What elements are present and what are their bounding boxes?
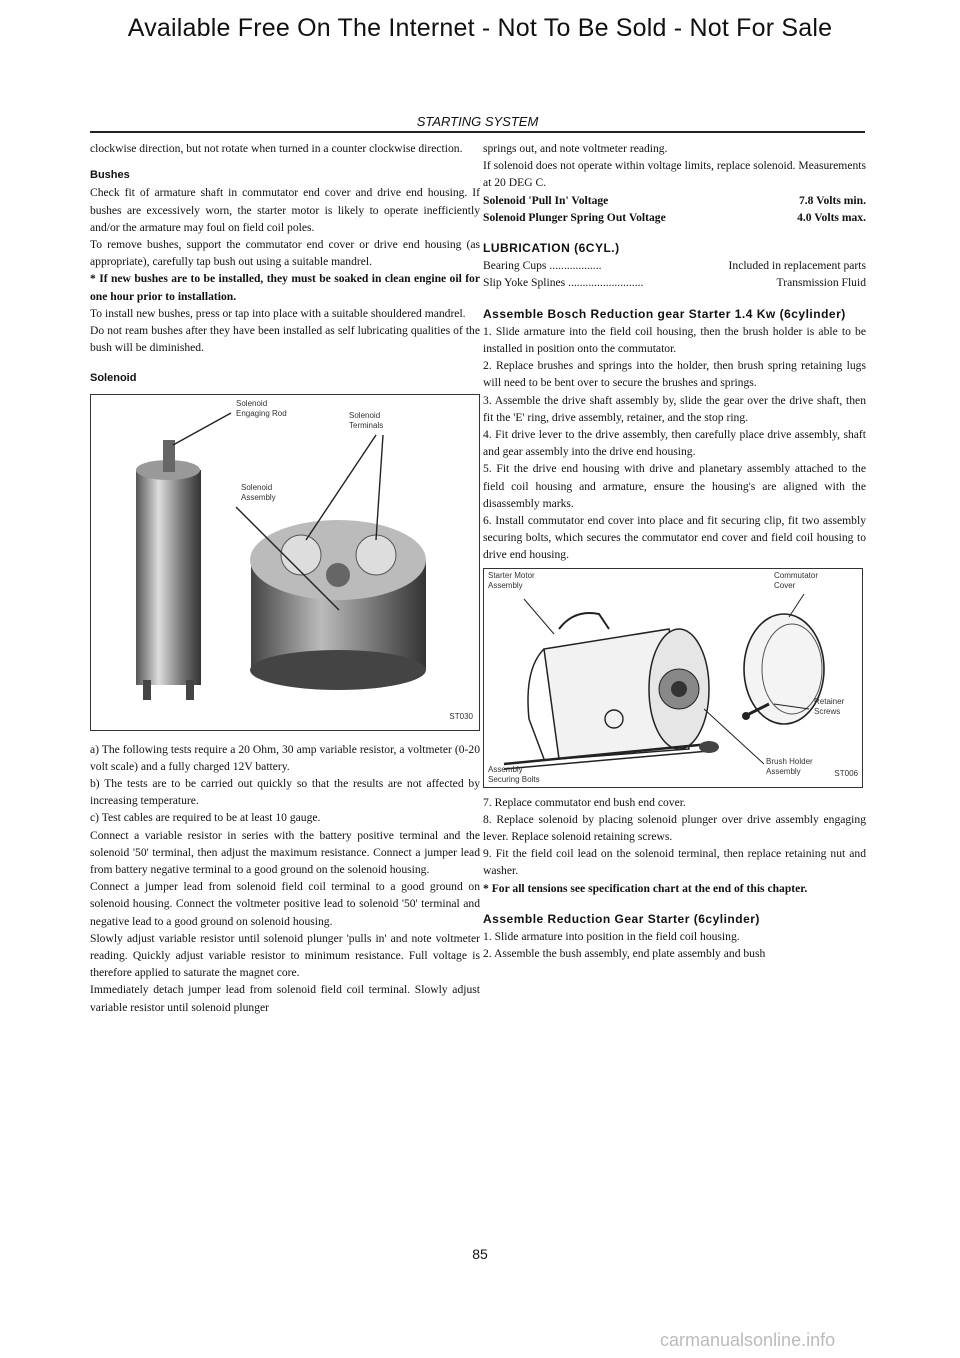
spec-spring-out-label: Solenoid Plunger Spring Out Voltage <box>483 210 666 224</box>
solenoid-figure <box>90 394 480 731</box>
step-8: 8. Replace solenoid by placing solenoid plunger over drive assembly engaging lever. Replace solenoid retaining screws. <box>483 812 866 844</box>
step-6: 6. Install commutator end cover into place and fit securing clip, fit two assembly securing bolts, which secures the commutator end cover and field coil housing to drive end housing. <box>483 514 866 562</box>
step-5: 5. Fit the drive end housing with drive and planetary assembly attached to the field coil housing and armature, ensure the housing's are aligned with the disassembly marks. <box>483 462 866 510</box>
lub-row-slip-yoke <box>483 274 866 291</box>
bosch-heading: Assemble Bosch Reduction gear Starter 1.4 Kw (6cylinder) <box>483 306 846 321</box>
lub-slip-label: Slip Yoke Splines .......................... <box>483 276 644 290</box>
spec-pull-in-label: Solenoid 'Pull In' Voltage <box>483 193 609 207</box>
starter-motor-illustration <box>484 569 862 787</box>
lub-row-bearing-cups <box>483 257 866 274</box>
bushes-paragraph-3: To install new bushes, press or tap into place with a suitable shouldered mandrel. <box>90 306 466 320</box>
label-starter-motor-assembly: Starter Motor Assembly <box>488 570 535 590</box>
left-intro: clockwise direction, but not rotate when turned in a counter clockwise direction. <box>90 142 463 155</box>
test-c: c) Test cables are required to be at least 10 gauge. <box>90 811 321 825</box>
right-column <box>483 140 866 963</box>
immediately-paragraph: Immediately detach jumper lead from solenoid field coil terminal. Slowly adjust variable resistor until solenoid plunger <box>90 983 480 1014</box>
spec-pull-in-value: 7.8 Volts min. <box>798 193 866 207</box>
test-b: b) The tests are to be carried out quickly so that the results are not affected by increasing temperature. <box>90 777 480 808</box>
label-solenoid-assembly: Solenoid Assembly <box>241 482 276 502</box>
spec-spring-out-value: 4.0 Volts max. <box>797 210 866 224</box>
label-retainer-screws: Retainer Screws <box>814 696 845 716</box>
test-a: a) The following tests require a 20 Ohm, 30 amp variable resistor, a voltmeter (0-20 volt scale) and a fully charged 12V battery. <box>90 742 480 773</box>
figure-code-st006: ST006 <box>834 769 858 779</box>
bushes-heading: Bushes <box>90 169 130 182</box>
step-3: 3. Assemble the drive shaft assembly by, slide the gear over the drive shaft, then fit the 'E' ring, drive assembly, retainer, and the stop ring. <box>483 393 866 424</box>
step-4: 4. Fit drive lever to the drive assembly, then carefully place drive assembly, shaft and gear assembly into the drive end housing. <box>483 428 866 459</box>
bushes-paragraph-2: To remove bushes, support the commutator end cover or drive end housing (as appropriate), carefully tap bush out using a suitable mandrel. <box>90 238 480 269</box>
top-banner: Available Free On The Internet - Not To Be Sold - Not For Sale <box>127 14 833 42</box>
lub-bearing-label: Bearing Cups .................. <box>483 259 602 273</box>
page-number: 85 <box>472 1246 488 1262</box>
step-1: 1. Slide armature into the field coil housing, then the brush holder is able to be installed in position onto the commutator. <box>483 324 866 356</box>
figure-code-st030: ST030 <box>449 712 473 722</box>
spec-row-spring-out <box>483 209 866 226</box>
connect-paragraph-1: Connect a variable resistor in series with the battery positive terminal and the solenoid '50' terminal, then adjust the maximum resistance. Connect a jumper lead from battery negative terminal to a good ground on the solenoid housing. <box>90 828 480 877</box>
reduction-step-2: 2. Assemble the bush assembly, end plate assembly and bush <box>483 947 766 961</box>
step-9: 9. Fit the field coil lead on the solenoid terminal, then replace retaining nut and washer. <box>483 847 866 878</box>
label-engaging-rod: Solenoid Engaging Rod <box>236 398 287 418</box>
solenoid-illustration <box>91 395 479 730</box>
label-solenoid-terminals: Solenoid Terminals <box>349 410 384 430</box>
right-continuation: springs out, and note voltmeter reading. <box>483 142 668 155</box>
connect-paragraph-2: Connect a jumper lead from solenoid field coil terminal to a good ground on solenoid housing. Connect the voltmeter positive lead to solenoid '50' terminal and negative lead to a good ground on solenoid housing. <box>90 880 480 928</box>
left-column <box>90 140 480 1016</box>
label-commutator-cover: Commutator Cover <box>774 570 819 590</box>
label-assembly-securing-bolts: Assembly Securing Bolts <box>488 764 540 784</box>
step-2: 2. Replace brushes and springs into the holder, then brush spring retaining lugs will need to be bent over to secure the brushes and springs. <box>483 359 866 390</box>
slowly-paragraph: Slowly adjust variable resistor until solenoid plunger 'pulls in' and note voltmeter reading. Quickly adjust variable resistor to minimum resistance. Full voltage is therefore applied to saturate the magnet core. <box>90 931 480 980</box>
watermark-link[interactable]: carmanualsonline.info <box>660 1330 836 1350</box>
lub-bearing-value: Included in replacement parts <box>728 259 866 273</box>
bushes-paragraph-1: Check fit of armature shaft in commutator end cover and drive end housing. If bushes are excessively worn, the starter motor is likely to operate inefficiently and/or the armature may foul on field coil poles. <box>90 186 480 234</box>
section-header: STARTING SYSTEM <box>416 114 539 129</box>
lub-slip-value: Transmission Fluid <box>776 276 866 290</box>
solenoid-heading: Solenoid <box>90 372 137 385</box>
lubrication-heading: LUBRICATION (6CYL.) <box>483 241 620 256</box>
step-7: 7. Replace commutator end bush end cover. <box>483 795 686 809</box>
bushes-note: * If new bushes are to be installed, they must be soaked in clean engine oil for one hour prior to installation. <box>90 272 480 303</box>
label-brush-holder-assembly: Brush Holder Assembly <box>766 756 813 776</box>
reduction-heading: Assemble Reduction Gear Starter (6cylinder) <box>483 911 760 926</box>
tension-note: * For all tensions see specification chart at the end of this chapter. <box>483 881 808 895</box>
starter-motor-figure <box>483 568 863 788</box>
limits-paragraph: If solenoid does not operate within voltage limits, replace solenoid. Measurements at 20 DEG C. <box>483 159 866 190</box>
spec-row-pull-in <box>483 192 866 209</box>
reduction-step-1: 1. Slide armature into position in the field coil housing. <box>483 930 740 944</box>
bushes-paragraph-4: Do not ream bushes after they have been installed as self lubricating qualities of the bush will be diminished. <box>90 324 480 355</box>
header-rule <box>90 131 865 133</box>
